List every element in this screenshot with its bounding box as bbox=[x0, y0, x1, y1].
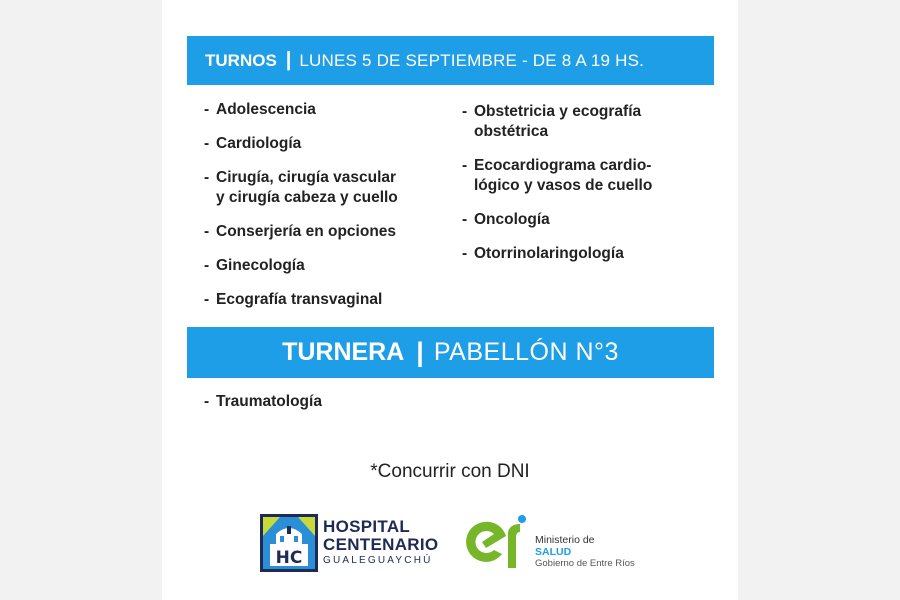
banner-date: LUNES 5 DE SEPTIEMBRE - DE 8 A 19 HS. bbox=[299, 50, 645, 70]
list-item: - Obstetricia y ecografía obstétrica bbox=[462, 103, 642, 140]
specialties-right-list bbox=[462, 102, 712, 278]
hospital-building-icon bbox=[260, 514, 318, 572]
list-item: - Oncología bbox=[462, 211, 550, 228]
bullet-dash: - bbox=[462, 103, 468, 120]
list-item: - Ginecología bbox=[204, 257, 305, 274]
turnera-banner bbox=[187, 327, 714, 378]
hc-monogram: HC bbox=[275, 548, 303, 568]
banner-title: TURNOS bbox=[205, 50, 277, 70]
specialties-left-list bbox=[204, 100, 444, 324]
hospital-line1: HOSPITAL bbox=[323, 517, 411, 536]
bullet-dash: - bbox=[462, 157, 468, 174]
turnera-title: TURNERA bbox=[282, 338, 405, 366]
list-item: - Ecografía transvaginal bbox=[204, 291, 383, 308]
list-item: - Traumatología bbox=[204, 393, 322, 410]
ministry-name bbox=[535, 534, 635, 570]
list-item: - Adolescencia bbox=[204, 101, 316, 118]
bullet-dash: - bbox=[204, 257, 210, 274]
ministry-line1: Ministerio de bbox=[535, 534, 595, 546]
bullet-dash: - bbox=[204, 393, 210, 410]
turnera-location: PABELLÓN N°3 bbox=[433, 338, 619, 366]
schedule-banner bbox=[187, 36, 714, 85]
hospital-city: GUALEGUAYCHÚ bbox=[323, 555, 433, 566]
banner-separator: | bbox=[285, 49, 292, 71]
bullet-dash: - bbox=[204, 291, 210, 308]
turnera-list bbox=[204, 392, 504, 412]
list-item: - Otorrinolaringología bbox=[462, 245, 624, 262]
bullet-dash: - bbox=[462, 245, 468, 262]
er-logo-icon bbox=[458, 512, 530, 572]
turnera-separator: | bbox=[416, 337, 424, 367]
bullet-dash: - bbox=[204, 101, 210, 118]
hospital-line2: CENTENARIO bbox=[323, 535, 439, 554]
bullet-dash: - bbox=[462, 211, 468, 228]
bullet-dash: - bbox=[204, 223, 210, 240]
bullet-dash: - bbox=[204, 135, 210, 152]
hospital-name bbox=[323, 518, 438, 568]
ministry-line3: Gobierno de Entre Ríos bbox=[535, 558, 635, 569]
dni-note: *Concurrir con DNI bbox=[370, 461, 530, 482]
list-item: - Cardiología bbox=[204, 135, 302, 152]
ministry-line2: SALUD bbox=[535, 546, 572, 558]
list-item: - Cirugía, cirugía vascular y cirugía cabeza y cuello bbox=[204, 169, 398, 206]
bullet-dash: - bbox=[204, 169, 210, 186]
list-item: - Ecocardiograma cardio- lógico y vasos de cuello bbox=[462, 157, 653, 194]
list-item: - Conserjería en opciones bbox=[204, 223, 397, 240]
